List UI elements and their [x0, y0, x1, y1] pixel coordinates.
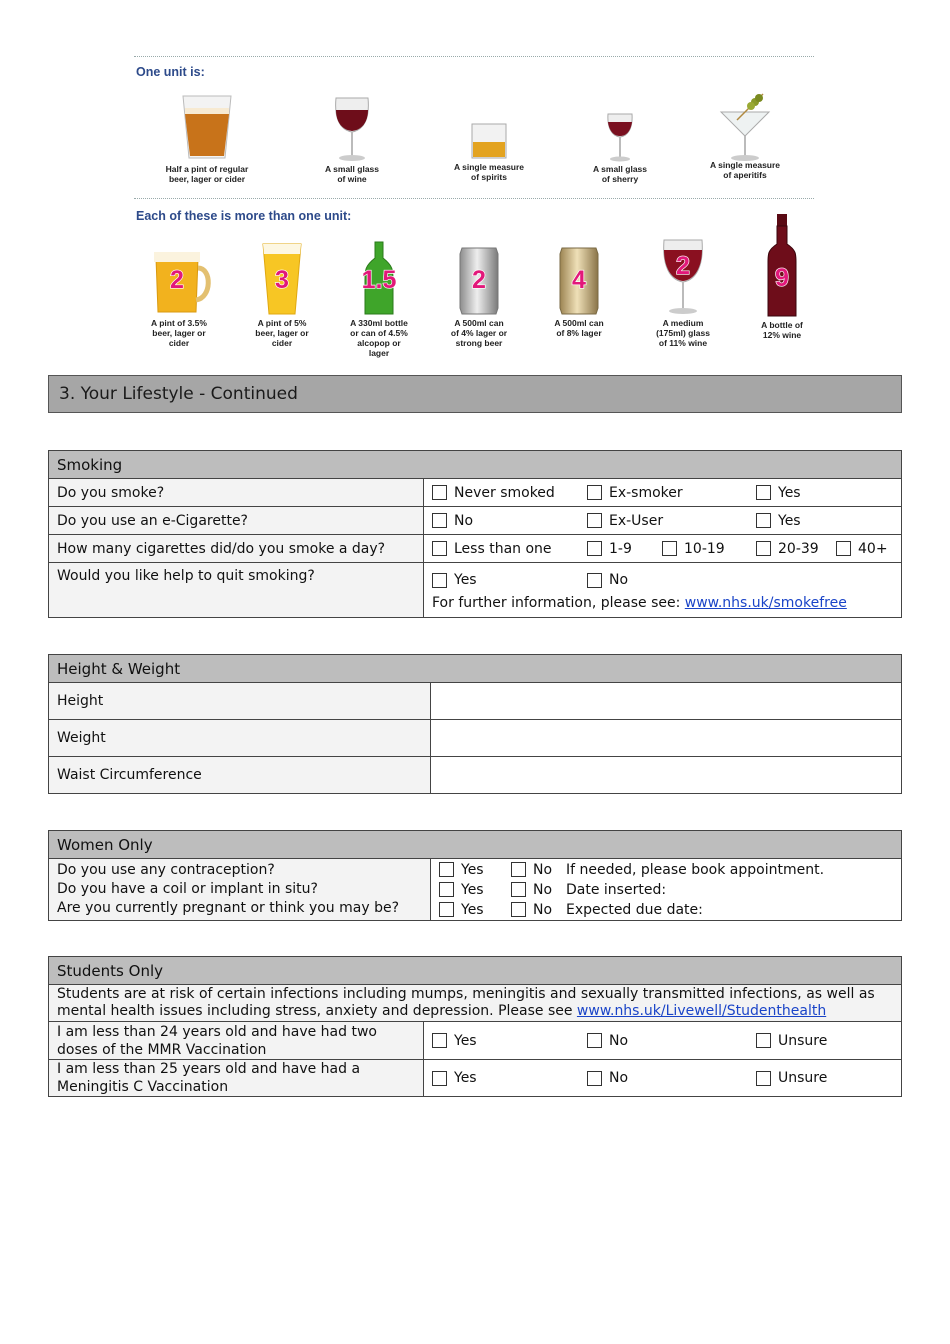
caption-line: A medium [662, 318, 704, 328]
option-label: No [609, 1032, 629, 1049]
one-unit-heading: One unit is: [136, 65, 205, 79]
checkbox[interactable] [587, 1071, 602, 1086]
option-label: 1-9 [609, 540, 632, 557]
drink-can-8 [538, 242, 620, 338]
checkbox[interactable] [587, 541, 602, 556]
coil-yes[interactable] [439, 882, 511, 898]
caption-line: A 500ml can [454, 318, 504, 328]
caption-line: 12% wine [762, 330, 802, 340]
height-label: Height [49, 683, 431, 720]
caption-line: of spirits [471, 172, 507, 182]
students-only-table [48, 956, 902, 1097]
option-label: Ex-User [609, 512, 664, 529]
option-label: Never smoked [454, 484, 555, 501]
caption-line: of wine [337, 174, 367, 184]
option-label: Less than one [454, 540, 552, 557]
checkbox[interactable] [756, 513, 771, 528]
drink-spirits [434, 122, 544, 182]
checkbox[interactable] [756, 1033, 771, 1048]
option-no[interactable] [432, 513, 587, 529]
question-e-cigarette: Do you use an e-Cigarette? [49, 507, 424, 535]
option-label: Yes [454, 572, 477, 588]
drink-alcopop [334, 240, 424, 358]
meningitis-no[interactable] [587, 1070, 756, 1086]
wine-glass-icon [332, 96, 372, 162]
students-intro: Students are at risk of certain infections including mumps, meningitis and sexually transmitted infections, as well as mental health issues including stress, anxiety and depression. Please see [57, 986, 875, 1019]
meningitis-yes[interactable] [432, 1070, 587, 1086]
question-mmr: I am less than 24 years old and have had two doses of the MMR Vaccination [49, 1022, 424, 1060]
caption-line: cider [168, 338, 190, 348]
checkbox[interactable] [439, 862, 454, 877]
option-label: Yes [461, 861, 484, 878]
option-label: No [609, 572, 629, 588]
pregnant-no[interactable] [511, 902, 566, 918]
option-yes[interactable] [756, 485, 801, 501]
caption-line: of sherry [601, 174, 639, 184]
caption-line: Half a pint of regular [165, 164, 249, 174]
info-text: For further information, please see: [432, 595, 685, 611]
students-only-header: Students Only [49, 957, 902, 985]
option-label: No [533, 861, 553, 878]
drink-half-pint [142, 92, 272, 184]
option-label: Yes [461, 901, 484, 918]
meningitis-unsure[interactable] [756, 1070, 827, 1086]
checkbox[interactable] [432, 513, 447, 528]
caption-line: A pint of 3.5% [151, 318, 207, 328]
checkbox[interactable] [662, 541, 677, 556]
question-smoke: Do you smoke? [49, 479, 424, 507]
caption-line: (175ml) glass [656, 328, 710, 338]
smokefree-link[interactable]: www.nhs.uk/smokefree [684, 595, 847, 611]
caption-line: A single measure [453, 162, 525, 172]
beer-glass-icon [179, 92, 235, 162]
checkbox[interactable] [756, 541, 771, 556]
height-field[interactable] [431, 683, 902, 720]
weight-label: Weight [49, 720, 431, 757]
option-label: 20-39 [778, 540, 819, 557]
gold-can-icon [556, 242, 602, 316]
caption-line: of 11% wine [658, 338, 708, 348]
checkbox[interactable] [432, 1033, 447, 1048]
option-label: No [454, 512, 474, 529]
silver-can-icon [456, 242, 502, 316]
contraception-yes[interactable] [439, 862, 511, 878]
question-contraception: Do you use any contraception? [57, 862, 275, 878]
caption-line: beer, lager or [152, 328, 206, 338]
caption-line: of 8% lager [556, 328, 602, 338]
martini-glass-icon [715, 90, 775, 162]
tumbler-icon [469, 122, 509, 160]
due-date-label: Expected due date: [566, 901, 703, 918]
caption-line: A 500ml can [554, 318, 604, 328]
option-label: Ex-smoker [609, 484, 683, 501]
caption-line: A pint of 5% [257, 318, 307, 328]
question-quit-help: Would you like help to quit smoking? [49, 563, 424, 618]
wine-bottle-icon [762, 214, 802, 318]
option-label: 10-19 [684, 540, 725, 557]
option-10-19[interactable] [662, 541, 756, 557]
women-only-table [48, 830, 902, 921]
checkbox[interactable] [439, 882, 454, 897]
option-label: No [609, 1070, 629, 1086]
checkbox[interactable] [511, 862, 526, 877]
green-bottle-icon [351, 240, 407, 316]
waist-label: Waist Circumference [49, 757, 431, 794]
checkbox[interactable] [756, 1071, 771, 1086]
drink-sherry [570, 112, 670, 184]
weight-field[interactable] [431, 720, 902, 757]
pint-glass-icon [259, 242, 305, 316]
drink-pint-3-5 [136, 248, 222, 348]
option-label: Yes [454, 1070, 477, 1086]
units-number: 2 [472, 266, 486, 294]
sherry-glass-icon [605, 112, 635, 162]
alcohol-units-infographic [134, 56, 814, 361]
caption-line: A bottle of [761, 320, 803, 330]
checkbox[interactable] [432, 1071, 447, 1086]
option-label: Yes [454, 1032, 477, 1049]
option-less-than-one[interactable] [432, 541, 587, 557]
option-never-smoked[interactable] [432, 485, 587, 501]
question-cigarettes-per-day: How many cigarettes did/do you smoke a day? [49, 535, 424, 563]
smoking-header: Smoking [49, 451, 902, 479]
option-20-39[interactable] [756, 541, 836, 557]
height-weight-header: Height & Weight [49, 655, 902, 683]
option-label: Yes [461, 881, 484, 898]
drink-pint-5 [240, 242, 324, 348]
option-yes[interactable] [756, 513, 801, 529]
wine-glass-icon [660, 238, 706, 316]
checkbox[interactable] [511, 902, 526, 917]
checkbox[interactable] [836, 541, 851, 556]
units-number: 4 [572, 266, 586, 294]
contraception-no[interactable] [511, 862, 566, 878]
drink-small-wine [302, 96, 402, 184]
caption-line: strong beer [455, 338, 503, 348]
mmr-unsure[interactable] [756, 1033, 827, 1049]
mmr-no[interactable] [587, 1033, 756, 1049]
option-label: No [533, 881, 553, 898]
checkbox[interactable] [587, 1033, 602, 1048]
question-coil-implant: Do you have a coil or implant in situ? [57, 881, 318, 897]
checkbox[interactable] [432, 573, 447, 588]
units-number: 1.5 [361, 266, 397, 294]
waist-field[interactable] [431, 757, 902, 794]
units-number: 9 [775, 264, 789, 292]
contraception-note: If needed, please book appointment. [566, 861, 825, 878]
checkbox[interactable] [587, 513, 602, 528]
divider [134, 56, 814, 57]
option-no[interactable] [587, 572, 628, 588]
option-ex-smoker[interactable] [587, 485, 756, 501]
caption-line: or can of 4.5% [350, 328, 408, 338]
pregnant-yes[interactable] [439, 902, 511, 918]
drink-can-4 [434, 242, 524, 348]
tankard-icon [144, 248, 214, 316]
question-meningitis-c: I am less than 25 years old and have had a Meningitis C Vaccination [49, 1060, 424, 1097]
caption-line: beer, lager or [255, 328, 309, 338]
units-number: 3 [275, 266, 289, 294]
option-1-9[interactable] [587, 541, 662, 557]
mmr-yes[interactable] [432, 1033, 587, 1049]
option-label: No [533, 901, 553, 918]
coil-no[interactable] [511, 882, 566, 898]
option-yes[interactable] [432, 572, 587, 588]
smoking-table [48, 450, 902, 618]
caption-line: A single measure [709, 160, 781, 170]
checkbox[interactable] [511, 882, 526, 897]
caption-line: A small glass [324, 164, 380, 174]
checkbox[interactable] [439, 902, 454, 917]
option-label: 40+ [858, 540, 888, 557]
drink-wine-bottle [746, 214, 818, 340]
caption-line: beer, lager or cider [168, 174, 246, 184]
option-ex-user[interactable] [587, 513, 756, 529]
section-title: 3. Your Lifestyle - Continued [48, 375, 902, 413]
caption-line: A small glass [592, 164, 648, 174]
more-than-one-heading: Each of these is more than one unit: [136, 209, 352, 223]
units-number: 2 [170, 266, 184, 294]
caption-line: of aperitifs [723, 170, 767, 180]
caption-line: lager [368, 348, 390, 358]
checkbox[interactable] [432, 541, 447, 556]
height-weight-table [48, 654, 902, 794]
women-only-header: Women Only [49, 831, 902, 859]
drink-medium-wine [640, 238, 726, 348]
checkbox[interactable] [756, 485, 771, 500]
question-pregnant: Are you currently pregnant or think you may be? [57, 900, 400, 916]
option-label: Unsure [778, 1070, 828, 1086]
checkbox[interactable] [432, 485, 447, 500]
units-number: 2 [676, 252, 690, 280]
divider [134, 198, 814, 199]
drink-aperitif [690, 90, 800, 180]
option-label: Yes [778, 484, 801, 501]
caption-line: alcopop or [357, 338, 401, 348]
checkbox[interactable] [587, 485, 602, 500]
option-label: Unsure [778, 1032, 828, 1049]
caption-line: cider [271, 338, 293, 348]
option-label: Yes [778, 512, 801, 529]
caption-line: of 4% lager or [450, 328, 508, 338]
option-40-plus[interactable] [836, 541, 888, 557]
checkbox[interactable] [587, 573, 602, 588]
caption-line: A 330ml bottle [350, 318, 408, 328]
studenthealth-link[interactable]: www.nhs.uk/Livewell/Studenthealth [576, 1003, 827, 1019]
date-inserted-label: Date inserted: [566, 881, 667, 898]
